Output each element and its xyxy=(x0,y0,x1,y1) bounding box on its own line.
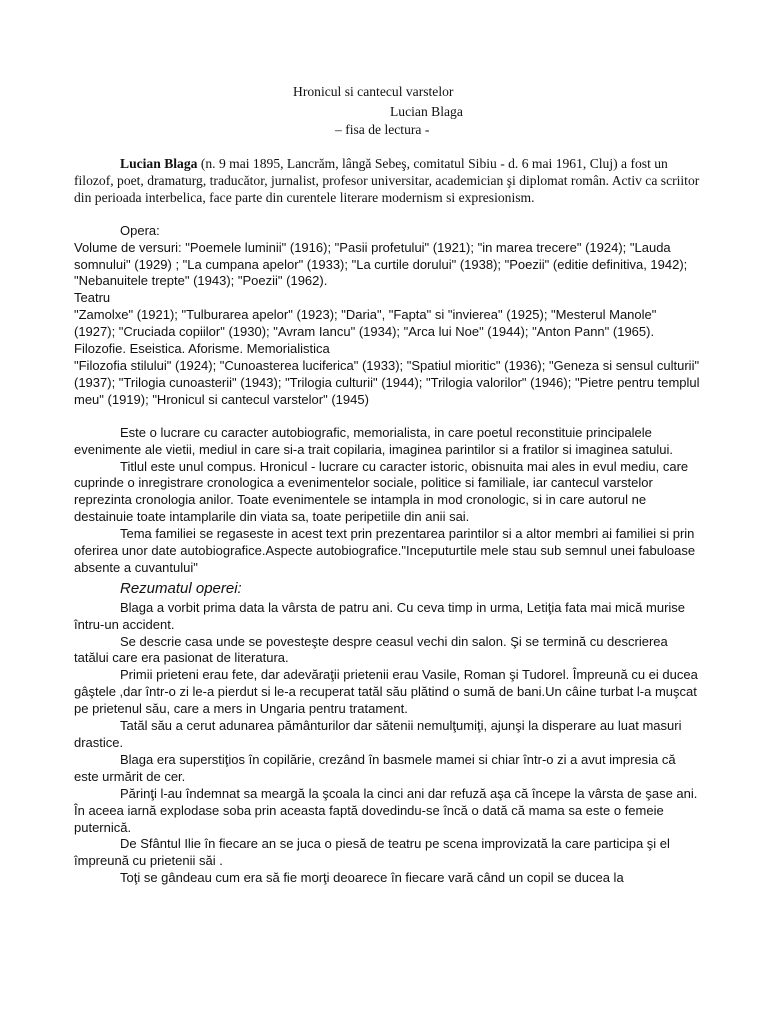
opera-filozofie: "Filozofia stilului" (1924); "Cunoasterea luciferica" (1933); "Spatiul mioritic" (1936); "Geneza si sensul culturii" (1937); "Trilogia cunoasterii" (1943); "Trilogia culturii" (1944); "Trilogia valorilor" (1946); "Pietre pentru templul meu" (1919); "Hronicul si cantecul varstelor" (1945) xyxy=(74,357,700,407)
analysis-paragraph: Este o lucrare cu caracter autobiografic, memorialista, in care poetul reconstituie principalele evenimente ale vietii, mediul in care si-a trait copilaria, imaginea parintilor si a fratilor si imaginea satului. xyxy=(74,424,673,457)
opera-teatru: "Zamolxe" (1921); "Tulburarea apelor" (1923); "Daria", "Fapta" si "invierea" (1925); "Mesterul Manole" (1927); "Cruciada copiilor" (1930); "Avram Iancu" (1934); "Arca lui Noe" (1944); "Anton Pann" (1965). xyxy=(74,307,657,340)
document-title: Hronicul si cantecul varstelor xyxy=(293,84,454,99)
analysis-paragraph: Tema familiei se regaseste in acest text prin prezentarea parintilor si a altor membri ai familiei si prin oferirea unor date autobiografice.Aspecte autobiografice."Inceputurtile mele stau sub semnul unei fabuloase absente a cuvantului" xyxy=(74,526,696,575)
intro-paragraph xyxy=(74,156,700,207)
rezumat-paragraph: Primii prieteni erau fete, dar adevăraţii prietenii erau Vasile, Roman şi Tudorel. Împreună cu ei ducea gâştele ,dar într-o zi le-a pierdut si le-a recuperat tatăl său plătind o sumă de bani.Un câine turbat l-a muşcat pe prietenul său, care a mers in Ungaria pentru tratament. xyxy=(74,667,698,717)
document-subtitle: – fisa de lectura - xyxy=(335,122,430,137)
rezumat-paragraph: Tatăl său a cerut adunarea pământurilor dar sătenii nemulţumiţi, ajunşi la disperare au luat masuri drastice. xyxy=(74,718,682,750)
opera-heading: Opera: xyxy=(120,222,160,238)
author-name: Lucian Blaga xyxy=(120,156,198,171)
rezumat-paragraph: Toţi se gândeau cum era să fie morţi deoarece în fiecare vară când un copil se ducea la xyxy=(120,870,624,886)
rezumat-paragraph: Părinţi l-au îndemnat sa meargă la şcoala la cinci ani dar refuză aşa că începe la vârsta de şase ani. În aceea iarnă explodase soba prin aceasta faptă dovedindu-se încă o dată că mama sa este o femeie puternică. xyxy=(74,785,698,835)
analysis-paragraph: Titlul este unul compus. Hronicul - lucrare cu caracter istoric, obisnuita mai ales in evul mediu, care cuprinde o inregistrare cronologica a evenimentelor sociale, politice si familiale, iar cantecul varstelor reprezinta cronologia anilor. Toate evenimentele se intampla in mod cronologic, si in care autorul ne destainuie toate intamplarile din viata sa, toate peripetiile din anii sai. xyxy=(74,458,689,525)
rezumat-heading: Rezumatul operei: xyxy=(120,579,242,597)
document-body xyxy=(74,156,700,887)
document-author: Lucian Blaga xyxy=(390,104,463,119)
rezumat-paragraph: De Sfântul Ilie în fiecare an se juca o piesă de teatru pe scena improvizată la care participa şi el împreună cu prietenii săi . xyxy=(74,836,670,869)
intro-text: (n. 9 mai 1895, Lancrăm, lângă Sebeş, comitatul Sibiu - d. 6 mai 1961, Cluj) a fost un filozof, poet, dramaturg, traducător, jurnalist, profesor universitar, academician şi diplomat român. Activ ca scriitor din perioada interbelica, face parte din curentele literare modernism si expresionism. xyxy=(74,156,700,205)
opera-versuri: Volume de versuri: "Poemele luminii" (1916); "Pasii profetului" (1921); "in marea trecere" (1924); "Lauda somnului" (1929) ; "La cumpana apelor" (1933); "La curtile dorului" (1938); "Poezii" (editie definitiva, 1942); "Nebanuitele trepte" (1943); "Poezii" (1962). xyxy=(74,239,688,289)
rezumat-paragraph: Se descrie casa unde se povesteşte despre ceasul vechi din salon. Şi se termină cu descrierea tatălui care era pasionat de literatura. xyxy=(74,633,668,666)
rezumat-paragraph: Blaga a vorbit prima data la vârsta de patru ani. Cu ceva timp in urma, Letiţia fata mai mică murise întru-un accident. xyxy=(74,599,686,632)
filozofie-heading: Filozofie. Eseistica. Aforisme. Memorialistica xyxy=(74,341,330,357)
rezumat-paragraph: Blaga era superstiţios în copilărie, crezând în basmele mamei si chiar într-o zi a avut impresia că este urmărit de cer. xyxy=(74,751,676,784)
teatru-heading: Teatru xyxy=(74,290,111,306)
